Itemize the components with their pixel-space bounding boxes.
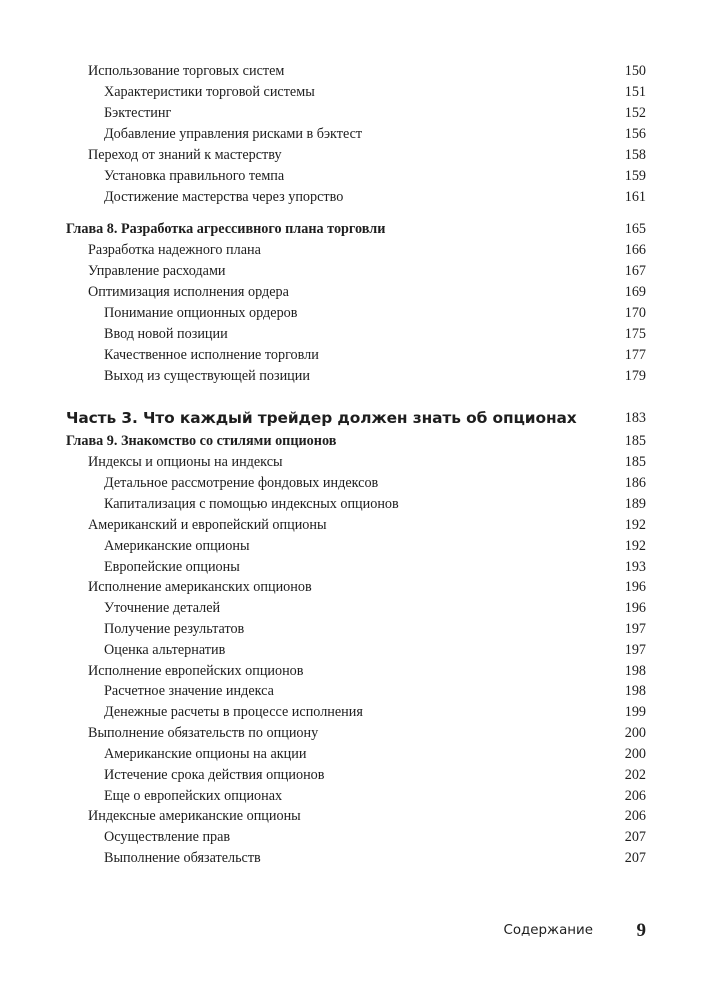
toc-entry <box>0 324 710 344</box>
running-footer-title: Содержание <box>503 923 593 938</box>
toc-entry-title: Понимание опционных ордеров <box>104 305 298 321</box>
chapter-title: Глава 9. Знакомство со стилями опционов <box>66 433 337 449</box>
toc-entry <box>0 282 710 302</box>
toc-entry-title: Американские опционы на акции <box>104 746 307 762</box>
toc-entry <box>0 557 710 577</box>
toc-entry <box>0 827 710 847</box>
toc-entry <box>0 61 710 81</box>
toc-entry <box>0 577 710 597</box>
toc-entry <box>0 366 710 386</box>
toc-entry-title: Исполнение американских опционов <box>88 579 312 595</box>
toc-entry <box>0 261 710 281</box>
toc-entry <box>0 166 710 186</box>
toc-entry <box>0 82 710 102</box>
toc-entry-page: 202 <box>624 767 646 783</box>
toc-entry <box>0 681 710 701</box>
toc-entry-page: 196 <box>624 579 646 595</box>
toc-entry-page: 158 <box>624 147 646 163</box>
toc-entry <box>0 240 710 260</box>
toc-entry <box>0 494 710 514</box>
toc-entry <box>0 661 710 681</box>
toc-entry-page: 200 <box>624 746 646 762</box>
toc-entry-page: 206 <box>624 808 646 824</box>
toc-entry <box>0 848 710 868</box>
toc-entry-page: 175 <box>624 326 646 342</box>
toc-entry-page: 193 <box>624 559 646 575</box>
toc-entry-page: 159 <box>624 168 646 184</box>
toc-entry-title: Выполнение обязательств по опциону <box>88 725 319 741</box>
chapter-page: 185 <box>624 433 646 449</box>
part-heading <box>0 408 710 428</box>
toc-entry-page: 150 <box>624 63 646 79</box>
toc-entry <box>0 786 710 806</box>
toc-entry-title: Получение результатов <box>104 621 245 637</box>
toc-entry-page: 189 <box>624 496 646 512</box>
toc-entry <box>0 303 710 323</box>
toc-entry-title: Оптимизация исполнения ордера <box>88 284 289 300</box>
toc-entry <box>0 806 710 826</box>
toc-entry-title: Выполнение обязательств <box>104 850 261 866</box>
toc-entry-title: Управление расходами <box>88 263 226 279</box>
toc-entry <box>0 124 710 144</box>
toc-entry-title: Индексы и опционы на индексы <box>88 454 283 470</box>
toc-entry <box>0 640 710 660</box>
toc-entry-title: Использование торговых систем <box>88 63 285 79</box>
toc-entry <box>0 723 710 743</box>
part-page: 183 <box>624 410 646 426</box>
part-title: Часть 3. Что каждый трейдер должен знать об опционах <box>66 409 577 427</box>
toc-entry-page: 179 <box>624 368 646 384</box>
toc-entry <box>0 598 710 618</box>
toc-entry-title: Исполнение европейских опционов <box>88 663 304 679</box>
toc-entry-page: 151 <box>624 84 646 100</box>
toc-entry <box>0 145 710 165</box>
toc-entry-title: Денежные расчеты в процессе исполнения <box>104 704 363 720</box>
toc-entry-page: 196 <box>624 600 646 616</box>
toc-entry-page: 207 <box>624 850 646 866</box>
toc-entry-title: Расчетное значение индекса <box>104 683 274 699</box>
toc-entry-page: 169 <box>624 284 646 300</box>
toc-entry-title: Бэктестинг <box>104 105 172 121</box>
toc-entry-page: 207 <box>624 829 646 845</box>
toc-entry-title: Осуществление прав <box>104 829 231 845</box>
toc-entry-page: 197 <box>624 642 646 658</box>
toc-entry-title: Детальное рассмотрение фондовых индексов <box>104 475 379 491</box>
toc-entry-page: 166 <box>624 242 646 258</box>
chapter-page: 165 <box>624 221 646 237</box>
toc-entry-title: Американский и европейский опционы <box>88 517 327 533</box>
toc-entry-page: 192 <box>624 517 646 533</box>
toc-entry <box>0 103 710 123</box>
toc-entry-title: Характеристики торговой системы <box>104 84 315 100</box>
toc-entry-title: Капитализация с помощью индексных опционов <box>104 496 399 512</box>
toc-entry <box>0 473 710 493</box>
toc-entry <box>0 452 710 472</box>
toc-entry-page: 199 <box>624 704 646 720</box>
chapter-title: Глава 8. Разработка агрессивного плана торговли <box>66 221 386 237</box>
toc-entry-page: 170 <box>624 305 646 321</box>
toc-entry-page: 198 <box>624 683 646 699</box>
chapter-heading <box>0 431 710 451</box>
toc-entry-page: 177 <box>624 347 646 363</box>
toc-entry-page: 198 <box>624 663 646 679</box>
toc-entry-page: 185 <box>624 454 646 470</box>
toc-entry-page: 156 <box>624 126 646 142</box>
toc-entry-page: 197 <box>624 621 646 637</box>
toc-entry-title: Европейские опционы <box>104 559 240 575</box>
toc-entry-title: Оценка альтернатив <box>104 642 226 658</box>
toc-entry <box>0 765 710 785</box>
toc-entry-page: 200 <box>624 725 646 741</box>
toc-entry-page: 192 <box>624 538 646 554</box>
toc-entry-title: Добавление управления рисками в бэктест <box>104 126 363 142</box>
toc-entry-title: Индексные американские опционы <box>88 808 301 824</box>
toc-entry-title: Истечение срока действия опционов <box>104 767 325 783</box>
chapter-heading <box>0 219 710 239</box>
toc-entry-page: 152 <box>624 105 646 121</box>
toc-entry-title: Еще о европейских опционах <box>104 788 283 804</box>
toc-entry-title: Достижение мастерства через упорство <box>104 189 344 205</box>
toc-entry-title: Выход из существующей позиции <box>104 368 310 384</box>
toc-entry-page: 167 <box>624 263 646 279</box>
toc-entry <box>0 702 710 722</box>
toc-entry-title: Уточнение деталей <box>104 600 221 616</box>
toc-entry-page: 161 <box>624 189 646 205</box>
toc-entry-title: Разработка надежного плана <box>88 242 261 258</box>
toc-entry-title: Американские опционы <box>104 538 250 554</box>
toc-entry-title: Переход от знаний к мастерству <box>88 147 282 163</box>
toc-entry-page: 186 <box>624 475 646 491</box>
toc-entry <box>0 187 710 207</box>
toc-entry-title: Качественное исполнение торговли <box>104 347 319 363</box>
toc-entry <box>0 536 710 556</box>
toc-entry <box>0 619 710 639</box>
page-number: 9 <box>636 920 646 941</box>
toc-entry-title: Установка правильного темпа <box>104 168 285 184</box>
toc-entry <box>0 345 710 365</box>
toc-entry <box>0 744 710 764</box>
toc-entry-title: Ввод новой позиции <box>104 326 228 342</box>
toc-entry <box>0 515 710 535</box>
toc-entry-page: 206 <box>624 788 646 804</box>
